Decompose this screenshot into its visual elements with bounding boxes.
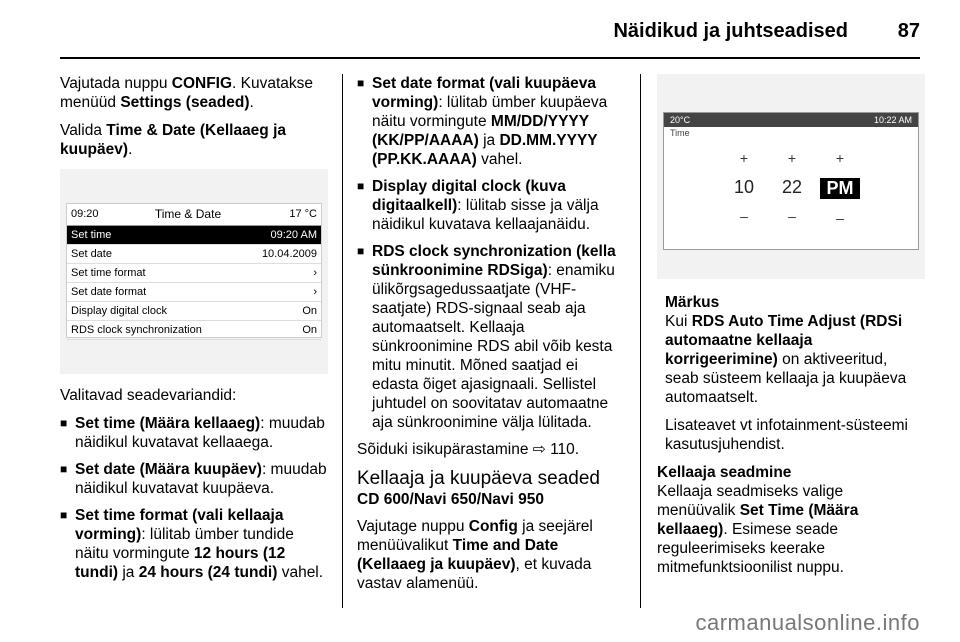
column-3 <box>657 74 925 586</box>
time-date-screenshot <box>60 169 328 374</box>
minus-icon[interactable]: – <box>740 208 748 224</box>
ampm-spinner[interactable] <box>820 149 860 228</box>
minus-icon[interactable]: – <box>788 208 796 224</box>
page-title: Näidikud ja juhtseadised <box>613 20 848 42</box>
menu-row-rds-clock-sync[interactable]: RDS clock synchronization On <box>67 321 321 340</box>
page-header <box>0 0 960 58</box>
note-paragraph-2: Lisateavet vt infotainment-süsteemi kasutusjuhendist. <box>665 417 908 453</box>
header-rule <box>60 57 920 59</box>
hour-value: 10 <box>733 177 755 197</box>
intro-paragraph: Vajutada nuppu CONFIG. Kuvatakse menüüd Settings (seaded). <box>60 75 314 111</box>
plus-icon[interactable]: + <box>787 150 797 166</box>
bullet-set-date-format: ■ Set date format (vali kuupäeva vorming): lülitab ümber kuupäeva näitu vormingute MM/DD/YYYY (KK/PP/AAAA) ja DD.MM.YYYY (PP.KK.AAAA) vahel. <box>357 74 625 169</box>
config-paragraph: Vajutage nuppu Config ja seejärel menüüvalikut Time and Date (Kellaaeg ja kuupäev), et kuvada vastav alamenüü. <box>357 518 593 592</box>
page-ref-arrow-icon: ⇨ <box>532 441 546 458</box>
screen-topbar <box>664 113 918 127</box>
bullet-set-time: ■ Set time (Määra kellaaeg): muudab näidikul kuvatavat kellaaega. <box>60 414 328 452</box>
menu-row-set-time[interactable]: Set time 09:20 AM <box>67 226 321 245</box>
time-setting-screen <box>663 112 919 250</box>
minute-value: 22 <box>781 177 803 197</box>
minute-spinner[interactable] <box>772 149 812 226</box>
time-spinners <box>724 149 864 239</box>
screen-clock: 10:22 AM <box>873 114 912 125</box>
note-paragraph: Kui RDS Auto Time Adjust (RDSi automaatne kellaaja korrigeerimine) on aktiveeritud, seab süsteem kellaaja ja kuupäeva automaatselt. <box>665 313 907 406</box>
note-title: Märkus <box>665 294 720 311</box>
select-paragraph: Valida Time & Date (Kellaaeg ja kuupäev). <box>60 122 287 158</box>
column-1 <box>60 74 328 590</box>
bullet-set-date: ■ Set date (Määra kuupäev): muudab näidikul kuvatavat kuupäeva. <box>60 460 328 498</box>
column-divider-2 <box>640 74 641 608</box>
screen-title: Time & Date <box>154 207 222 221</box>
screen-clock: 09:20 <box>71 208 99 220</box>
menu-row-set-time-format[interactable]: Set time format › <box>67 264 321 283</box>
hour-spinner[interactable] <box>724 149 764 226</box>
screen-temperature: 17 °C <box>289 208 317 220</box>
plus-icon[interactable]: + <box>739 150 749 166</box>
menu-row-set-date-format[interactable]: Set date format › <box>67 283 321 302</box>
menu-row-display-digital-clock[interactable]: Display digital clock On <box>67 302 321 321</box>
bullet-set-time-format: ■ Set time format (vali kellaaja vorming): lülitab ümber tundide näitu vormingute 12 hours (12 tundi) ja 24 hours (24 tundi) vahel. <box>60 506 328 582</box>
time-setting-screenshot <box>657 74 925 279</box>
time-setting-heading: Kellaaja seadmine <box>657 464 792 481</box>
column-2 <box>357 74 625 602</box>
section-heading: Kellaaja ja kuupäeva seaded <box>357 468 600 489</box>
variants-heading: Valitavad seadevariandid: <box>60 387 237 404</box>
menu-row-set-date[interactable]: Set date 10.04.2009 <box>67 245 321 264</box>
column-divider-1 <box>342 74 343 608</box>
screen-topbar <box>67 204 321 226</box>
plus-icon[interactable]: + <box>835 150 845 166</box>
vehicle-personalization-ref: Sõiduki isikupärastamine ⇨ 110. <box>357 441 580 458</box>
page-number: 87 <box>897 20 920 42</box>
screen-label: Time <box>670 127 690 138</box>
ampm-value: PM <box>820 178 860 199</box>
bullet-display-digital-clock: ■ Display digital clock (kuva digitaalkell): lülitab sisse ja välja näidikul kuvatava kellaajanäidu. <box>357 177 625 234</box>
bullet-rds-clock-sync: ■ RDS clock synchronization (kella sünkroonimine RDSiga): enamiku ülikõrgsagedussaatjate (VHF-saatjate) RDS-signaal seab aja automaatselt. Kellaaja sünkroonimine RDS abil võib kesta mitu minutit. Mõned saatjad ei edasta õiget ajasignaali. Sellistel juhtudel on soovitatav automaatne aja sünkroonimine välja lülitada. <box>357 242 625 432</box>
time-setting-paragraph: Kellaaja seadmiseks valige menüüvalik Set Time (Määra kellaaeg). Esimese seade reguleerimiseks keerake mitmefunktsioonilist nuppu. <box>657 483 859 576</box>
screen-temperature: 20°C <box>670 114 691 125</box>
note-box <box>665 293 925 454</box>
watermark: carmanualsonline.info <box>695 610 920 635</box>
chevron-right-icon: › <box>313 285 317 298</box>
time-date-screen <box>66 203 322 338</box>
chevron-right-icon: › <box>313 266 317 279</box>
minus-icon[interactable]: – <box>836 210 844 226</box>
model-subheading: CD 600/Navi 650/Navi 950 <box>357 491 544 508</box>
